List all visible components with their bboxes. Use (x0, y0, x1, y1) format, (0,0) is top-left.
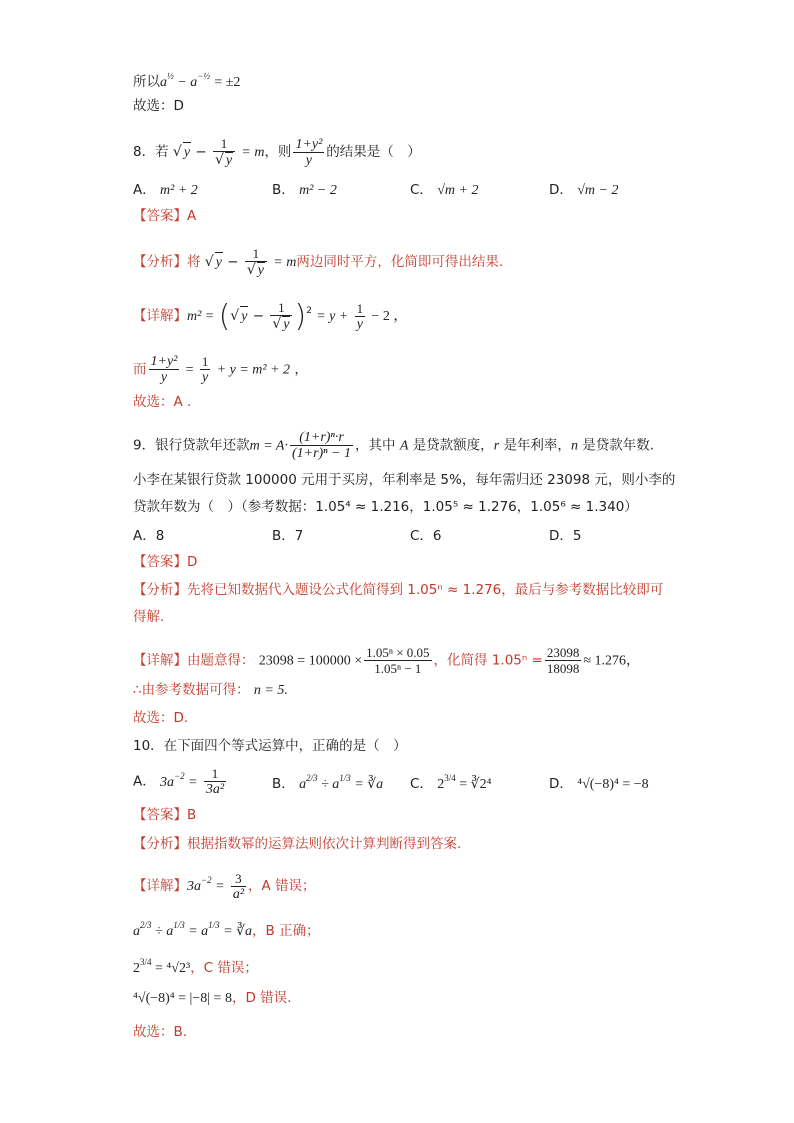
q8-label: 8．若 (133, 144, 169, 160)
q8-then: ，则 (264, 144, 292, 160)
question-9: 9．银行贷款年还款m = A· $\frac{\text{(1+r)ⁿ·r}}{\text{(1+r)ⁿ − 1}}$ ，其中 A 是贷款额度，r 是年利率，n 是贷款年数. (133, 430, 655, 461)
q10-analysis: 【分析】根据指数幂的运算法则依次计算判断得到答案. (133, 836, 462, 852)
math-result: = ±2 (214, 75, 241, 90)
q8-detail: 【详解】m² = (√ y − $\frac{1}{√ y}$ )$^2$ = y + $\frac{1}{y}$ − 2 ， (133, 299, 408, 334)
q10-choose: 故选：B. (133, 1024, 188, 1040)
question-10: 10．在下面四个等式运算中，正确的是（ ） (133, 738, 407, 754)
q9-option-d: D．5 (549, 528, 582, 544)
q10-option-d: D． ⁴√(−8)⁴ = −8 (549, 776, 649, 792)
q9-option-b: B．7 (272, 528, 304, 544)
q10-option-a: A． $3a^{-2}$ = $\frac{1}{\text{3a²}}$ (133, 766, 225, 797)
q10-answer: 【答案】B (133, 807, 197, 823)
math-expr: $a^{\frac{1}{2}} - a^{-\frac{1}{2}}$ (160, 71, 211, 90)
q8-tail: 的结果是（ ） (326, 144, 421, 160)
q9-line-3: 贷款年数为（ ）（参考数据：1.05⁴ ≈ 1.216，1.05⁵ ≈ 1.276，1.05⁶ ≈ 1.340） (133, 499, 638, 515)
q8-option-c: C． √m + 2 (410, 182, 479, 198)
q8-detail-2: 而 $\frac{\text{1+y²}}{y}$ = $\frac{1}{y}$ + y = m² + 2 ， (133, 354, 308, 385)
q10-option-b: B． $a^{2/3} \div a^{1/3}$ = ∛a (272, 773, 384, 792)
q9-analysis: 【分析】先将已知数据代入题设公式化简得到 1.05ⁿ ≈ 1.276，最后与参考数据比较即可 (133, 582, 664, 598)
q8-analysis: 【分析】将 √ y − $\frac{1}{√ y}$ = m两边同时平方，化简即可得出结果. (133, 246, 504, 278)
text-so: 所以 (133, 74, 160, 90)
question-8: 8．若 √ y − $\frac{1}{√ y}$ = m，则 $\frac{\text{1+y²}}{y}$ 的结果是（ ） (133, 136, 421, 168)
q8-option-d: D． √m − 2 (549, 182, 619, 198)
q9-choose: 故选：D. (133, 710, 189, 726)
choose-line: 故选：D (133, 98, 184, 114)
q9-answer: 【答案】D (133, 554, 198, 570)
q8-option-a: A． m² + 2 (133, 182, 198, 198)
q8-option-b: B． m² − 2 (272, 182, 337, 198)
q8-choose: 故选：A . (133, 394, 192, 410)
q9-detail: 【详解】由题意得： 23098 = 100000 × $\frac{\text{1.05ⁿ × 0.05}}{\text{1.05ⁿ − 1}}$ ，化简得 1.05ⁿ = $\frac{23098}{18098}$ ≈ 1.276， (133, 645, 641, 676)
q9-line-2: 小李在某银行贷款 100000 元用于买房，年利率是 5%，每年需归还 23098 元，则小李的 (133, 472, 676, 488)
q10-option-c: C． $2^{3/4}$ = ∛2⁴ (410, 773, 492, 792)
line-result (133, 66, 240, 93)
q10-detail-1: 【详解】$3a^{-2}$ = $\frac{3}{\text{a²}}$ ，A 错误； (133, 870, 316, 902)
q9-detail-2: ∴由参考数据可得： n = 5. (133, 682, 288, 698)
q9-option-a: A．8 (133, 528, 165, 544)
q9-option-c: C．6 (410, 528, 442, 544)
q8-eq: = m (241, 145, 265, 160)
q10-detail-3: $2^{3/4} = ^4√2^3$，C 错误； (133, 957, 258, 976)
q10-detail-2: $a^{2/3} \div a^{1/3} = a^{1/3}$ = ∛a，B 正确； (133, 920, 320, 939)
q8-answer: 【答案】A (133, 208, 197, 224)
q9-analysis-2: 得解. (133, 609, 165, 625)
q10-detail-4: ⁴√(−8)⁴ = |−8| = 8，D 错误. (133, 990, 292, 1006)
